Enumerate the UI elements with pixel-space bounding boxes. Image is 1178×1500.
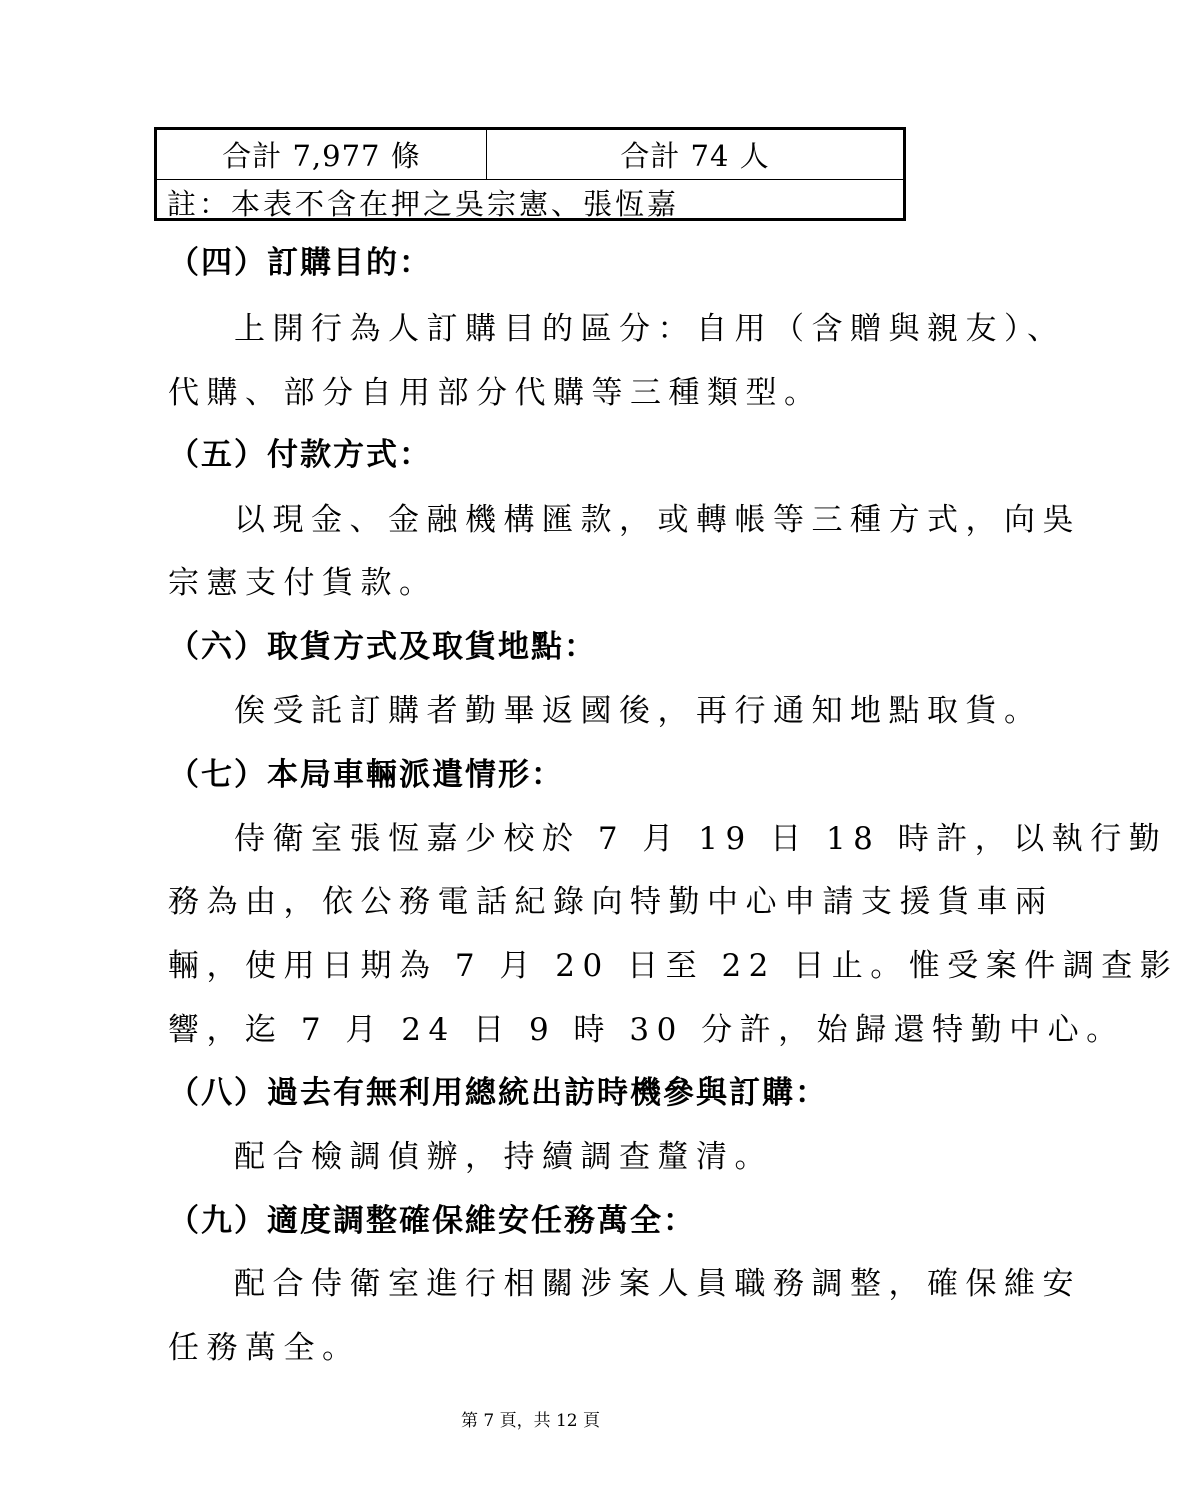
total-people-cell: 合計 74 人 <box>620 139 770 173</box>
section-4-line-1: 上開行為人訂購目的區分：自用（含贈與親友）、 <box>234 311 1066 347</box>
section-9-line-1: 配合侍衛室進行相關涉案人員職務調整，確保維安 <box>234 1266 1081 1302</box>
page-footer: 第 7 頁，共 12 頁 <box>460 1411 601 1431</box>
table-note: 註：本表不含在押之吳宗憲、張恆嘉 <box>167 187 680 221</box>
section-5-line-1: 以現金、金融機構匯款，或轉帳等三種方式，向吳 <box>234 502 1081 538</box>
section-7-line-3: 輛，使用日期為 7 月 20 日至 22 日止。惟受案件調查影 <box>168 948 1178 984</box>
section-7-line-2: 務為由，依公務電話紀錄向特勤中心申請支援貨車兩 <box>168 884 1054 920</box>
totals-row <box>157 130 903 180</box>
section-8-heading: （八）過去有無利用總統出訪時機參與訂購： <box>168 1075 828 1111</box>
section-8-line-1: 配合檢調偵辦，持續調查釐清。 <box>234 1139 773 1175</box>
section-9-heading: （九）適度調整確保維安任務萬全： <box>168 1203 696 1239</box>
section-6-heading: （六）取貨方式及取貨地點： <box>168 629 597 665</box>
section-5-heading: （五）付款方式： <box>168 437 432 473</box>
section-7-heading: （七）本局車輛派遣情形： <box>168 757 564 793</box>
section-6-line-1: 俟受託訂購者勤畢返國後，再行通知地點取貨。 <box>234 693 1043 729</box>
section-7-line-1: 侍衛室張恆嘉少校於 7 月 19 日 18 時許，以執行勤 <box>234 821 1168 857</box>
section-4-line-2: 代購、部分自用部分代購等三種類型。 <box>168 375 823 411</box>
total-items-cell: 合計 7,977 條 <box>157 130 487 179</box>
section-7-line-4: 響，迄 7 月 24 日 9 時 30 分許，始歸還特勤中心。 <box>168 1012 1125 1048</box>
section-4-heading: （四）訂購目的： <box>168 245 432 281</box>
section-9-line-2: 任務萬全。 <box>168 1330 361 1366</box>
section-5-line-2: 宗憲支付貨款。 <box>168 565 438 601</box>
summary-table <box>154 127 906 221</box>
